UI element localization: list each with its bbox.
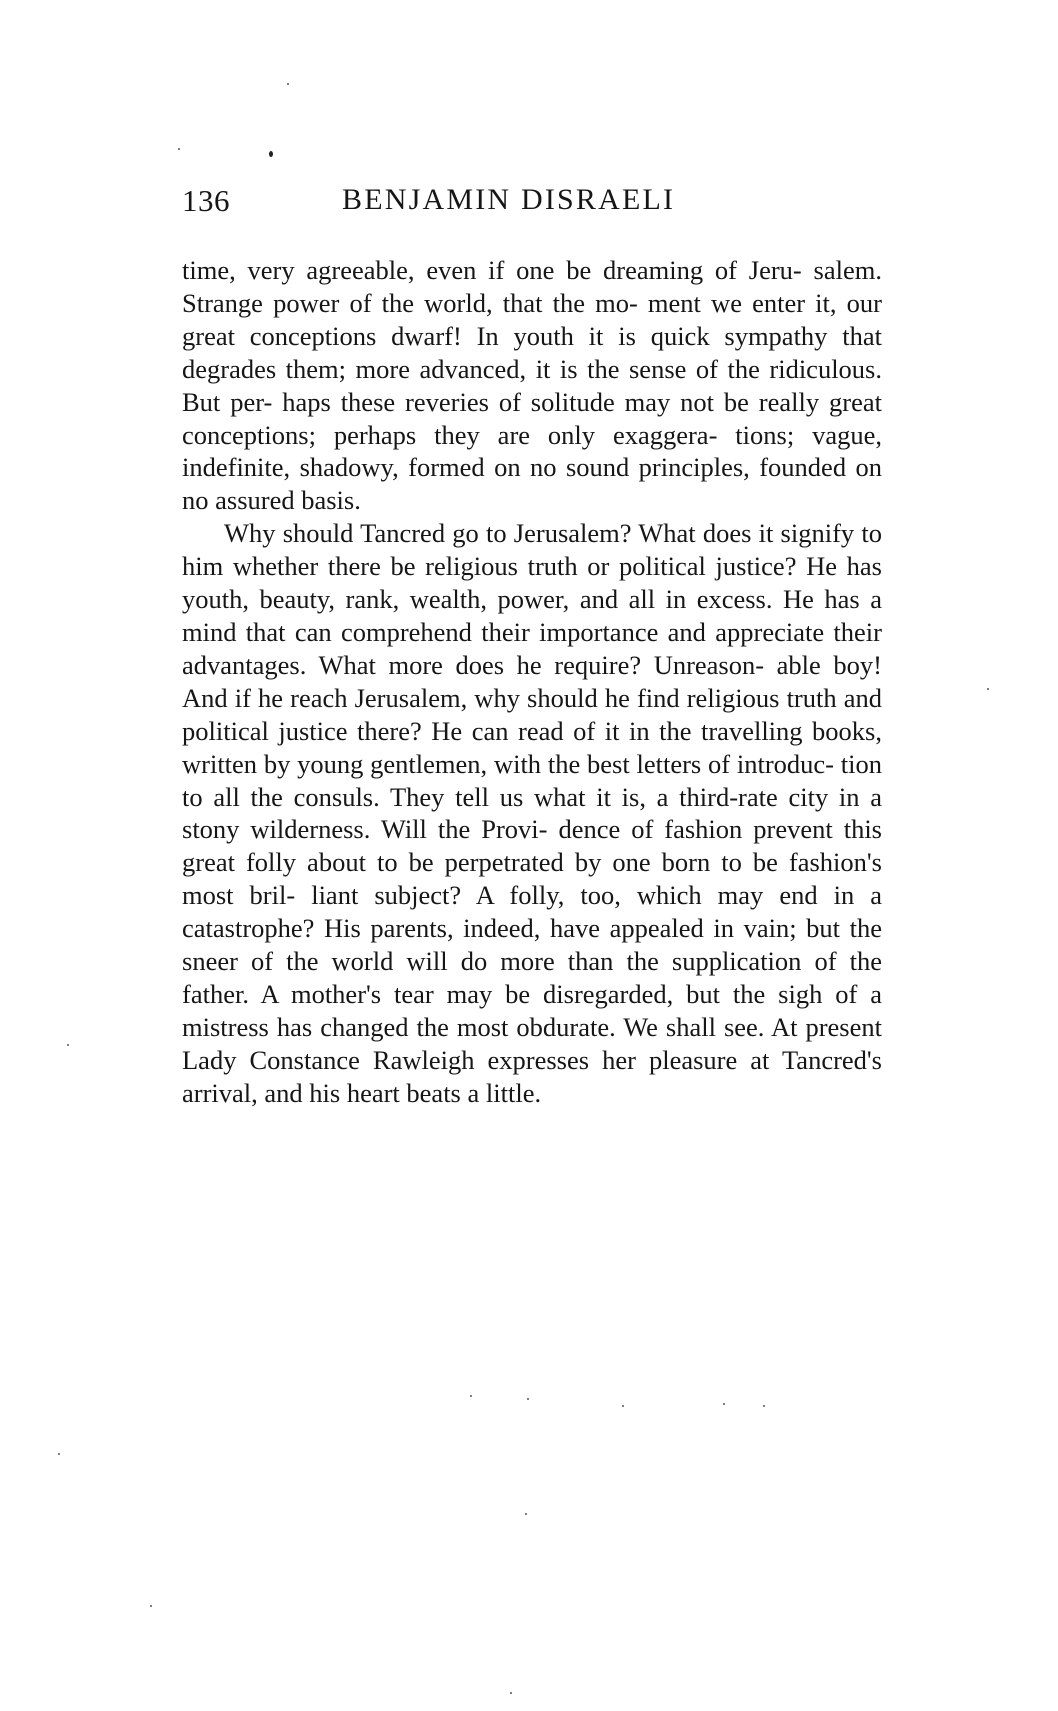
running-title: BENJAMIN DISRAELI	[342, 183, 676, 216]
page-number: 136	[182, 183, 230, 218]
page-header	[182, 183, 882, 233]
paragraph: time, very agreeable, even if one be dreaming of Jeru- salem. Strange power of the world, that the mo- ment we enter it, our great conceptions dwarf! In youth it is quick sympathy that degrades them; more advanced, it is the sense of the ridiculous. But per- haps these reveries of solitude may not be really great conceptions; perhaps they are only exaggera- tions; vague, indefinite, shadowy, formed on no sound principles, founded on no assured basis.	[182, 255, 882, 516]
paragraph: Why should Tancred go to Jerusalem? What does it signify to him whether there be religious truth or political justice? He has youth, beauty, rank, wealth, power, and all in excess. He has a mind that can comprehend their importance and appreciate their advantages. What more does he require? Unreason- able boy! And if he reach Jerusalem, why should he find religious truth and political justice there? He can read of it in the travelling books, written by young gentlemen, with the best letters of introduc- tion to all the consuls. They tell us what it is, a third-rate city in a stony wilderness. Will the Provi- dence of fashion prevent this great folly about to be perpetrated by one born to be fashion's most bril- liant subject? A folly, too, which may end in a catastrophe? His parents, indeed, have appealed in vain; but the sneer of the world will do more than the supplication of the father. A mother's tear may be disregarded, but the sigh of a mistress has changed the most obdurate. We shall see. At present Lady Constance Rawleigh expresses her pleasure at Tancred's arrival, and his heart beats a little.	[182, 518, 882, 1108]
body-text	[182, 254, 882, 1110]
